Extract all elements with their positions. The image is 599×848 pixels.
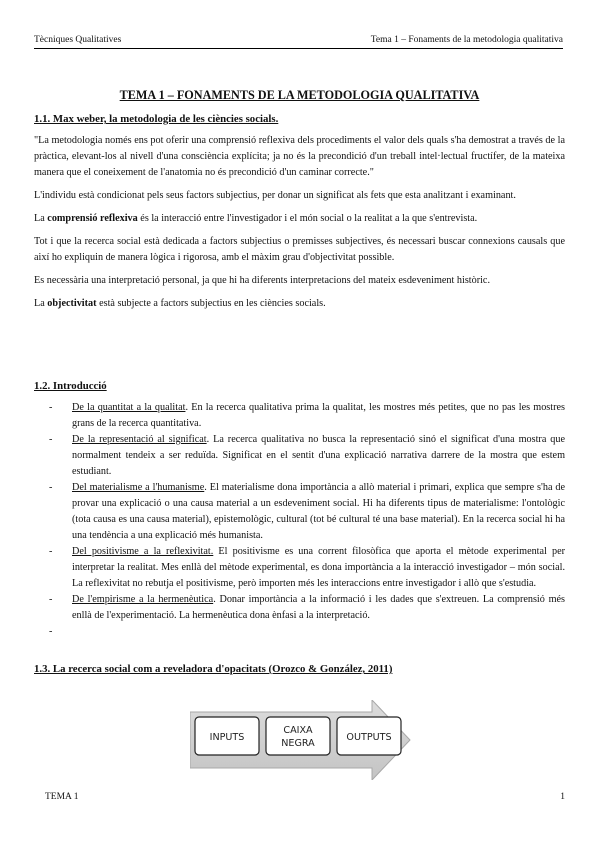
- document-title: TEMA 1 – FONAMENTS DE LA METODOLOGIA QUALITATIVA: [119, 88, 480, 102]
- paragraph-interpretacio: Es necessària una interpretació personal, ja que hi ha diferents interpretacions del mateix esdeveniment històric.: [34, 275, 491, 286]
- list-item: - De la quantitat a la qualitat. En la recerca qualitativa prima la qualitat, les mostres més petites, que no pas les mostres grans de la recerca quantitativa.: [49, 402, 565, 429]
- list-item: - De l'empirisme a la hermenèutica. Donar importància a la informació i les dades que s'extreuen. La comprensió més enllà de l'experimentació. La hermenèutica dona ènfasi a la interpretació.: [49, 594, 565, 621]
- intro-list: [34, 400, 565, 640]
- paragraph-comprensio: La comprensió reflexiva és la interacció entre l'investigador i el món social o la realitat a la que s'entrevista.: [34, 213, 478, 224]
- paragraph-objectivitat: La objectivitat està subjecte a factors subjectius en les ciències socials.: [34, 298, 326, 309]
- footer-left: TEMA 1: [45, 792, 79, 802]
- section-1-2: [34, 380, 565, 640]
- black-box-diagram: [190, 700, 412, 780]
- list-item-empty: -: [49, 626, 53, 637]
- list-item: - Del positivisme a la reflexivitat. El positivisme es una corrent filosòfica que aporta el mètode experimental per interpretar la realitat. Mes enllà del mètode experimental, es dona importància a la interacció investigador – món social. La reflexivitat no rebutja el positivisme, però importen més les interaccions entre investigador i allò que s'estudia.: [49, 546, 565, 589]
- black-box-box: [266, 717, 330, 755]
- outputs-label: OUTPUTS: [346, 732, 392, 743]
- paragraph-recerca-social: Tot i que la recerca social està dedicada a factors subjectius o premisses subjectives, és necessari buscar connexions causals que així ho expliquin de manera lògica i rigorosa, amb el màxim grau d'objectivitat possible.: [34, 236, 565, 263]
- weber-quote: "La metodologia només ens pot oferir una comprensió reflexiva dels procediments el valor dels quals s'ha demostrat a través de la pràctica, elevant-los al nivell d'una consciència explícita; ja no és la precondició d'un treball intel·lectual fructífer, de la mateixa manera que el coneixement de l'anatomia no és precondició d'un caminar correcte.": [34, 135, 565, 178]
- header-rule: [34, 48, 563, 49]
- page-number: 1: [560, 792, 565, 802]
- term-objectivitat: objectivitat: [47, 298, 97, 309]
- section-1-3: [34, 663, 565, 675]
- header-left: Tècniques Qualitatives: [34, 35, 122, 45]
- term-comprensio-reflexiva: comprensió reflexiva: [47, 213, 138, 224]
- inputs-label: INPUTS: [209, 732, 245, 743]
- section-1-1-heading: 1.1. Max weber, la metodologia de les ciències socials.: [34, 113, 279, 125]
- black-box-label-2: NEGRA: [281, 738, 315, 749]
- section-1-3-heading: 1.3. La recerca social com a reveladora d'opacitats (Orozco & González, 2011): [34, 663, 393, 675]
- header-right: Tema 1 – Fonaments de la metodologia qualitativa: [370, 35, 563, 45]
- list-item: - De la representació al significat. La recerca qualitativa no busca la representació sinó el significat d'una mostra que normalment tendeix a ser reduïda. Significat en el sentit d'una explicació narrativa darrere de la mostra que estem estudiant.: [49, 434, 566, 477]
- paragraph-individu: L'individu està condicionat pels seus factors subjectius, per donar un significat als fets que esta analitzant i examinant.: [34, 190, 516, 201]
- section-1-1: [34, 113, 565, 312]
- section-1-2-heading: 1.2. Introducció: [34, 380, 107, 392]
- diagram-svg: [190, 700, 412, 780]
- list-item: - Del materialisme a l'humanisme. El materialisme dona importància a allò material i primari, explica que sempre s'ha de provar una explicació o una causa material a un esdeveniment social. Hi ha diferents tipus de materialisme: l'ontològic (tota causa es una causa material), epistemològic, cultural (tot bé cultural té una base material). En la recerca social hi ha una tendència a una explicació més humanista.: [49, 482, 566, 541]
- black-box-label-1: CAIXA: [283, 725, 313, 736]
